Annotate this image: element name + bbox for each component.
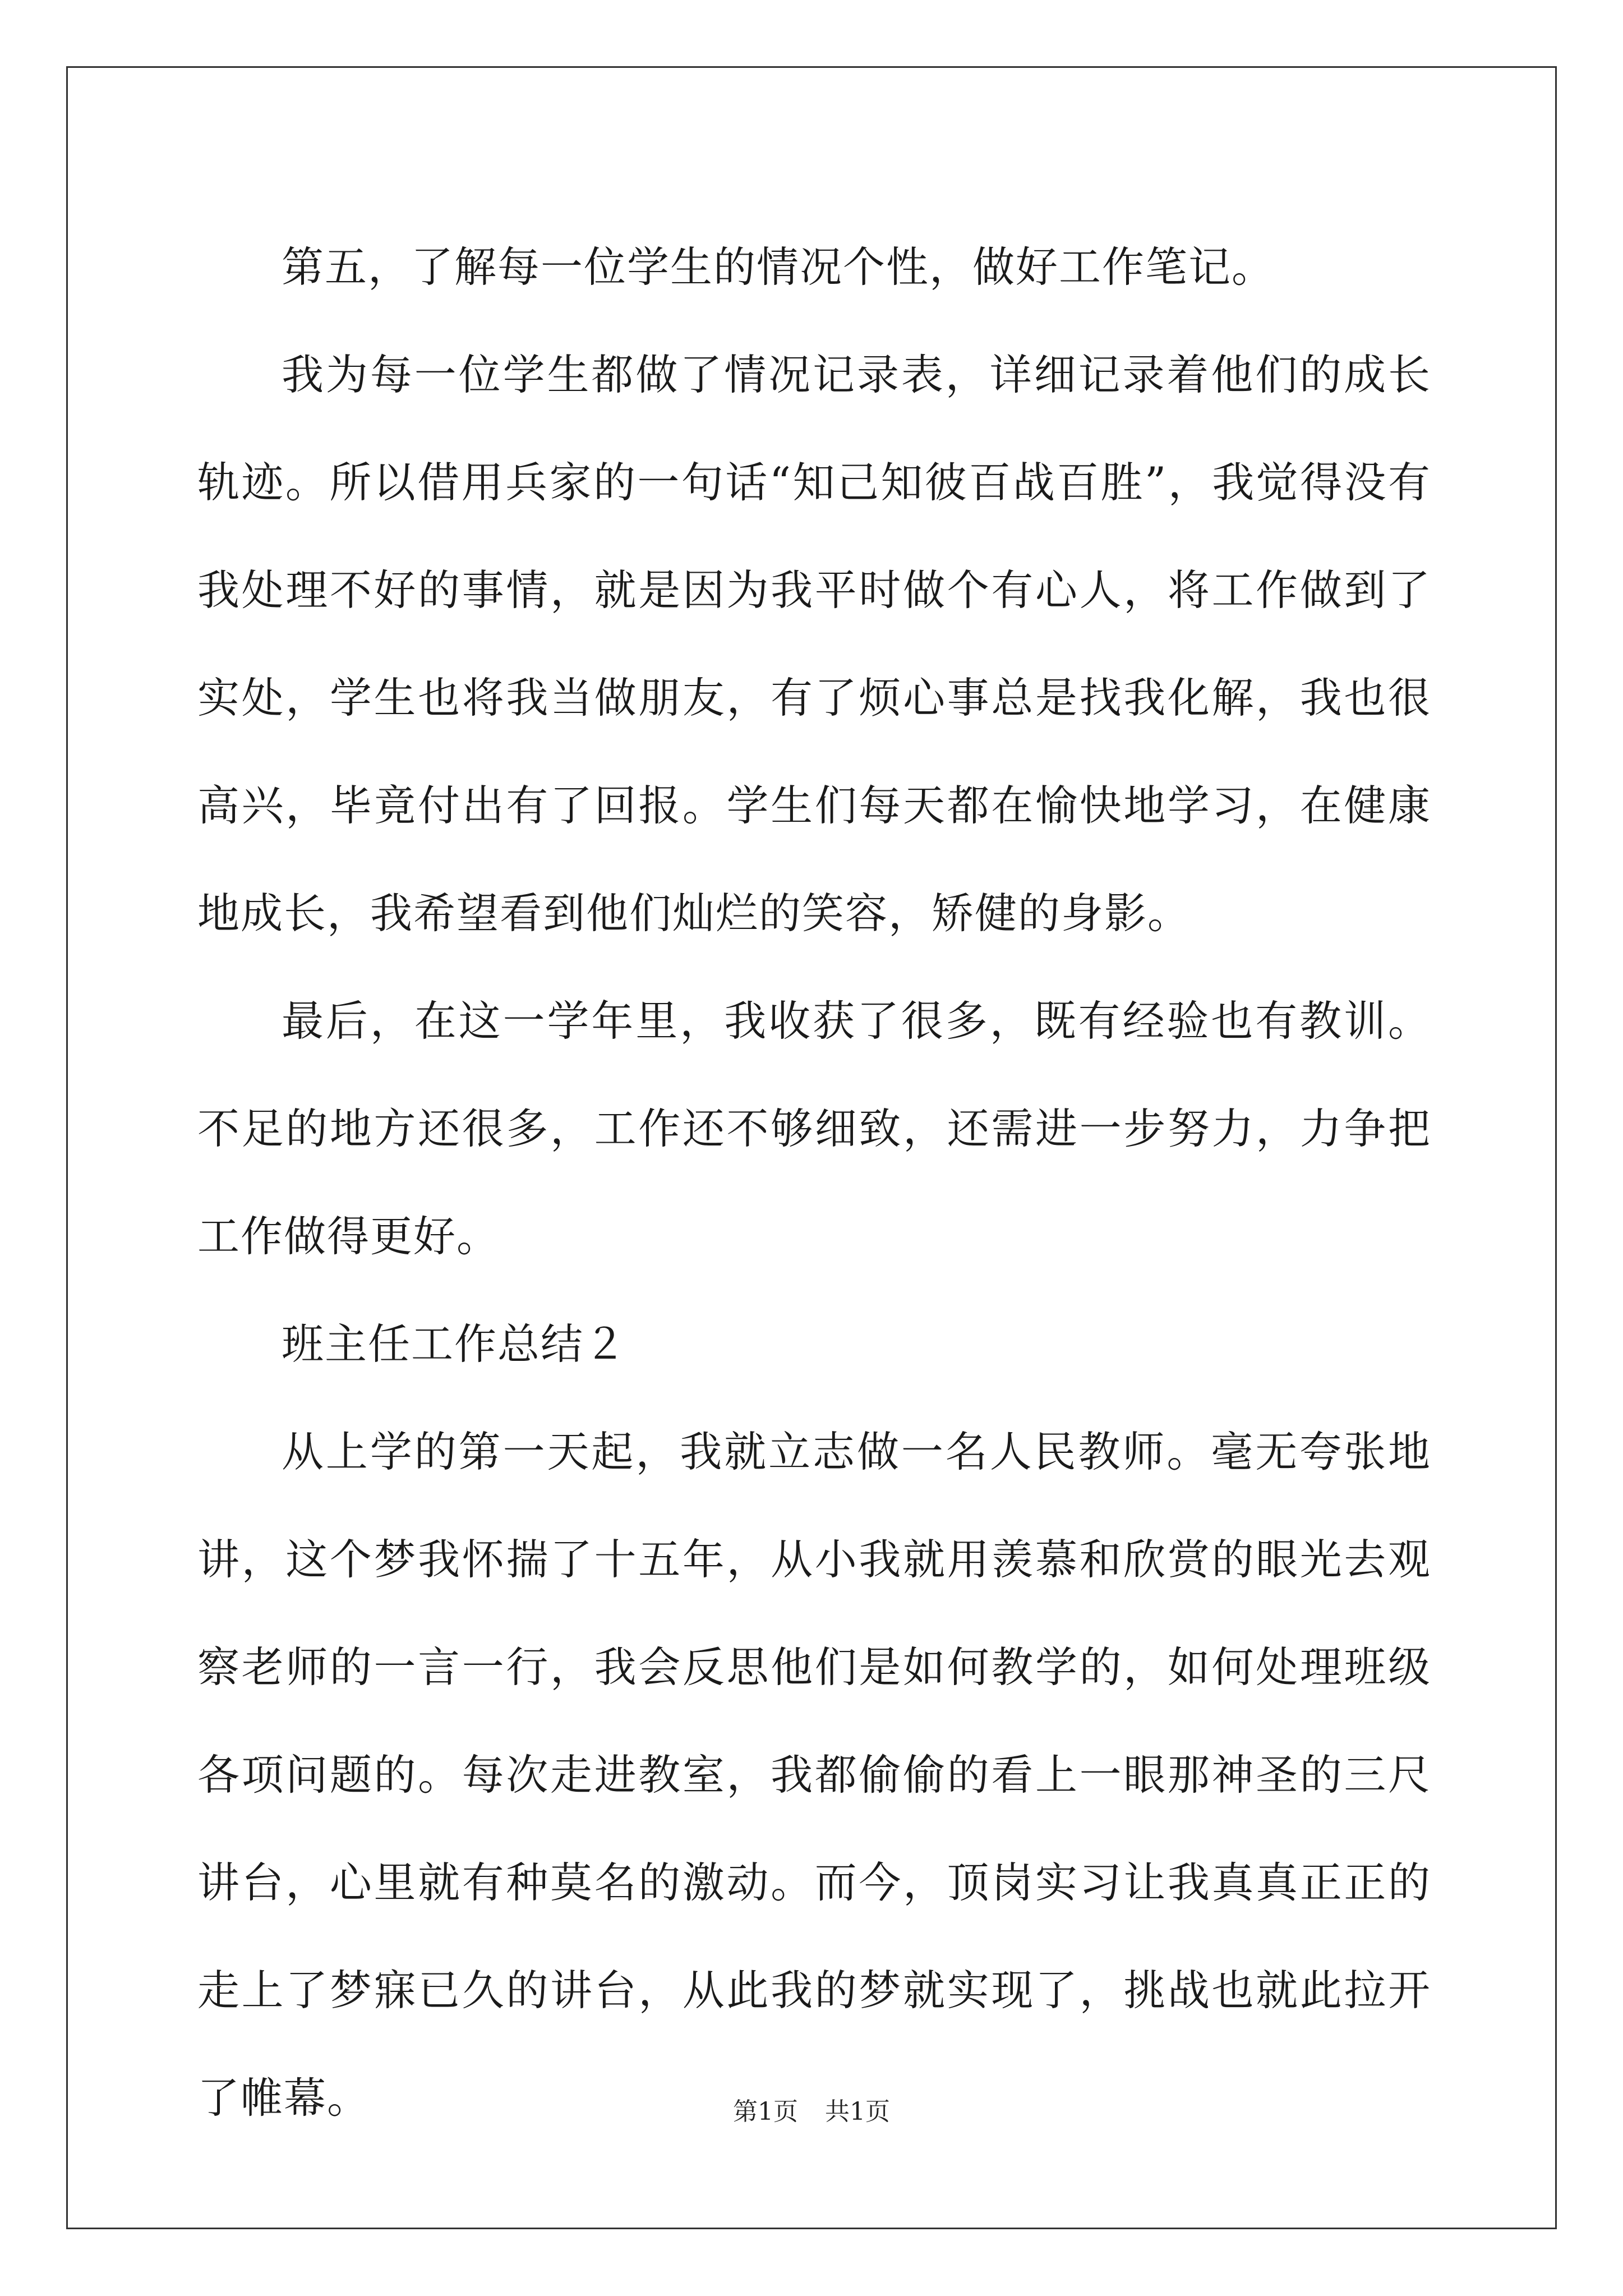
page-footer [0,2095,1623,2129]
paragraph-2: 我为每一位学生都做了情况记录表，详细记录着他们的成长轨迹。所以借用兵家的一句话“知己知彼百战百胜”，我觉得没有我处理不好的事情，就是因为我平时做个有心人，将工作做到了实处，学生也将我当做朋友，有了烦心事总是找我化解，我也很高兴，毕竟付出有了回报。学生们每天都在愉快地学习，在健康地成长，我希望看到他们灿烂的笑容，矫健的身影。 [197,350,1431,938]
page-total: 共1页 [825,2097,890,2126]
paragraph-4: 从上学的第一天起，我就立志做一名人民教师。毫无夸张地讲，这个梦我怀揣了十五年，从小我就用羡慕和欣赏的眼光去观察老师的一言一行，我会反思他们是如何教学的，如何处理班级各项问题的。每次走进教室，我都偷偷的看上一眼那神圣的三尺讲台，心里就有种莫名的激动。而今，顶岗实习让我真真正正的走上了梦寐已久的讲台，从此我的梦就实现了，挑战也就此拉开了帷幕。 [197,1427,1431,2123]
paragraph-3: 最后，在这一学年里，我收获了很多，既有经验也有教训。不足的地方还很多，工作还不够细致，还需进一步努力，力争把工作做得更好。 [197,996,1431,1261]
page-number: 第1页 [733,2097,798,2126]
document-body [197,213,1431,2152]
paragraph-1: 第五，了解每一位学生的情况个性，做好工作笔记。 [282,242,1275,292]
section-heading: 班主任工作总结２ [282,1319,628,1369]
